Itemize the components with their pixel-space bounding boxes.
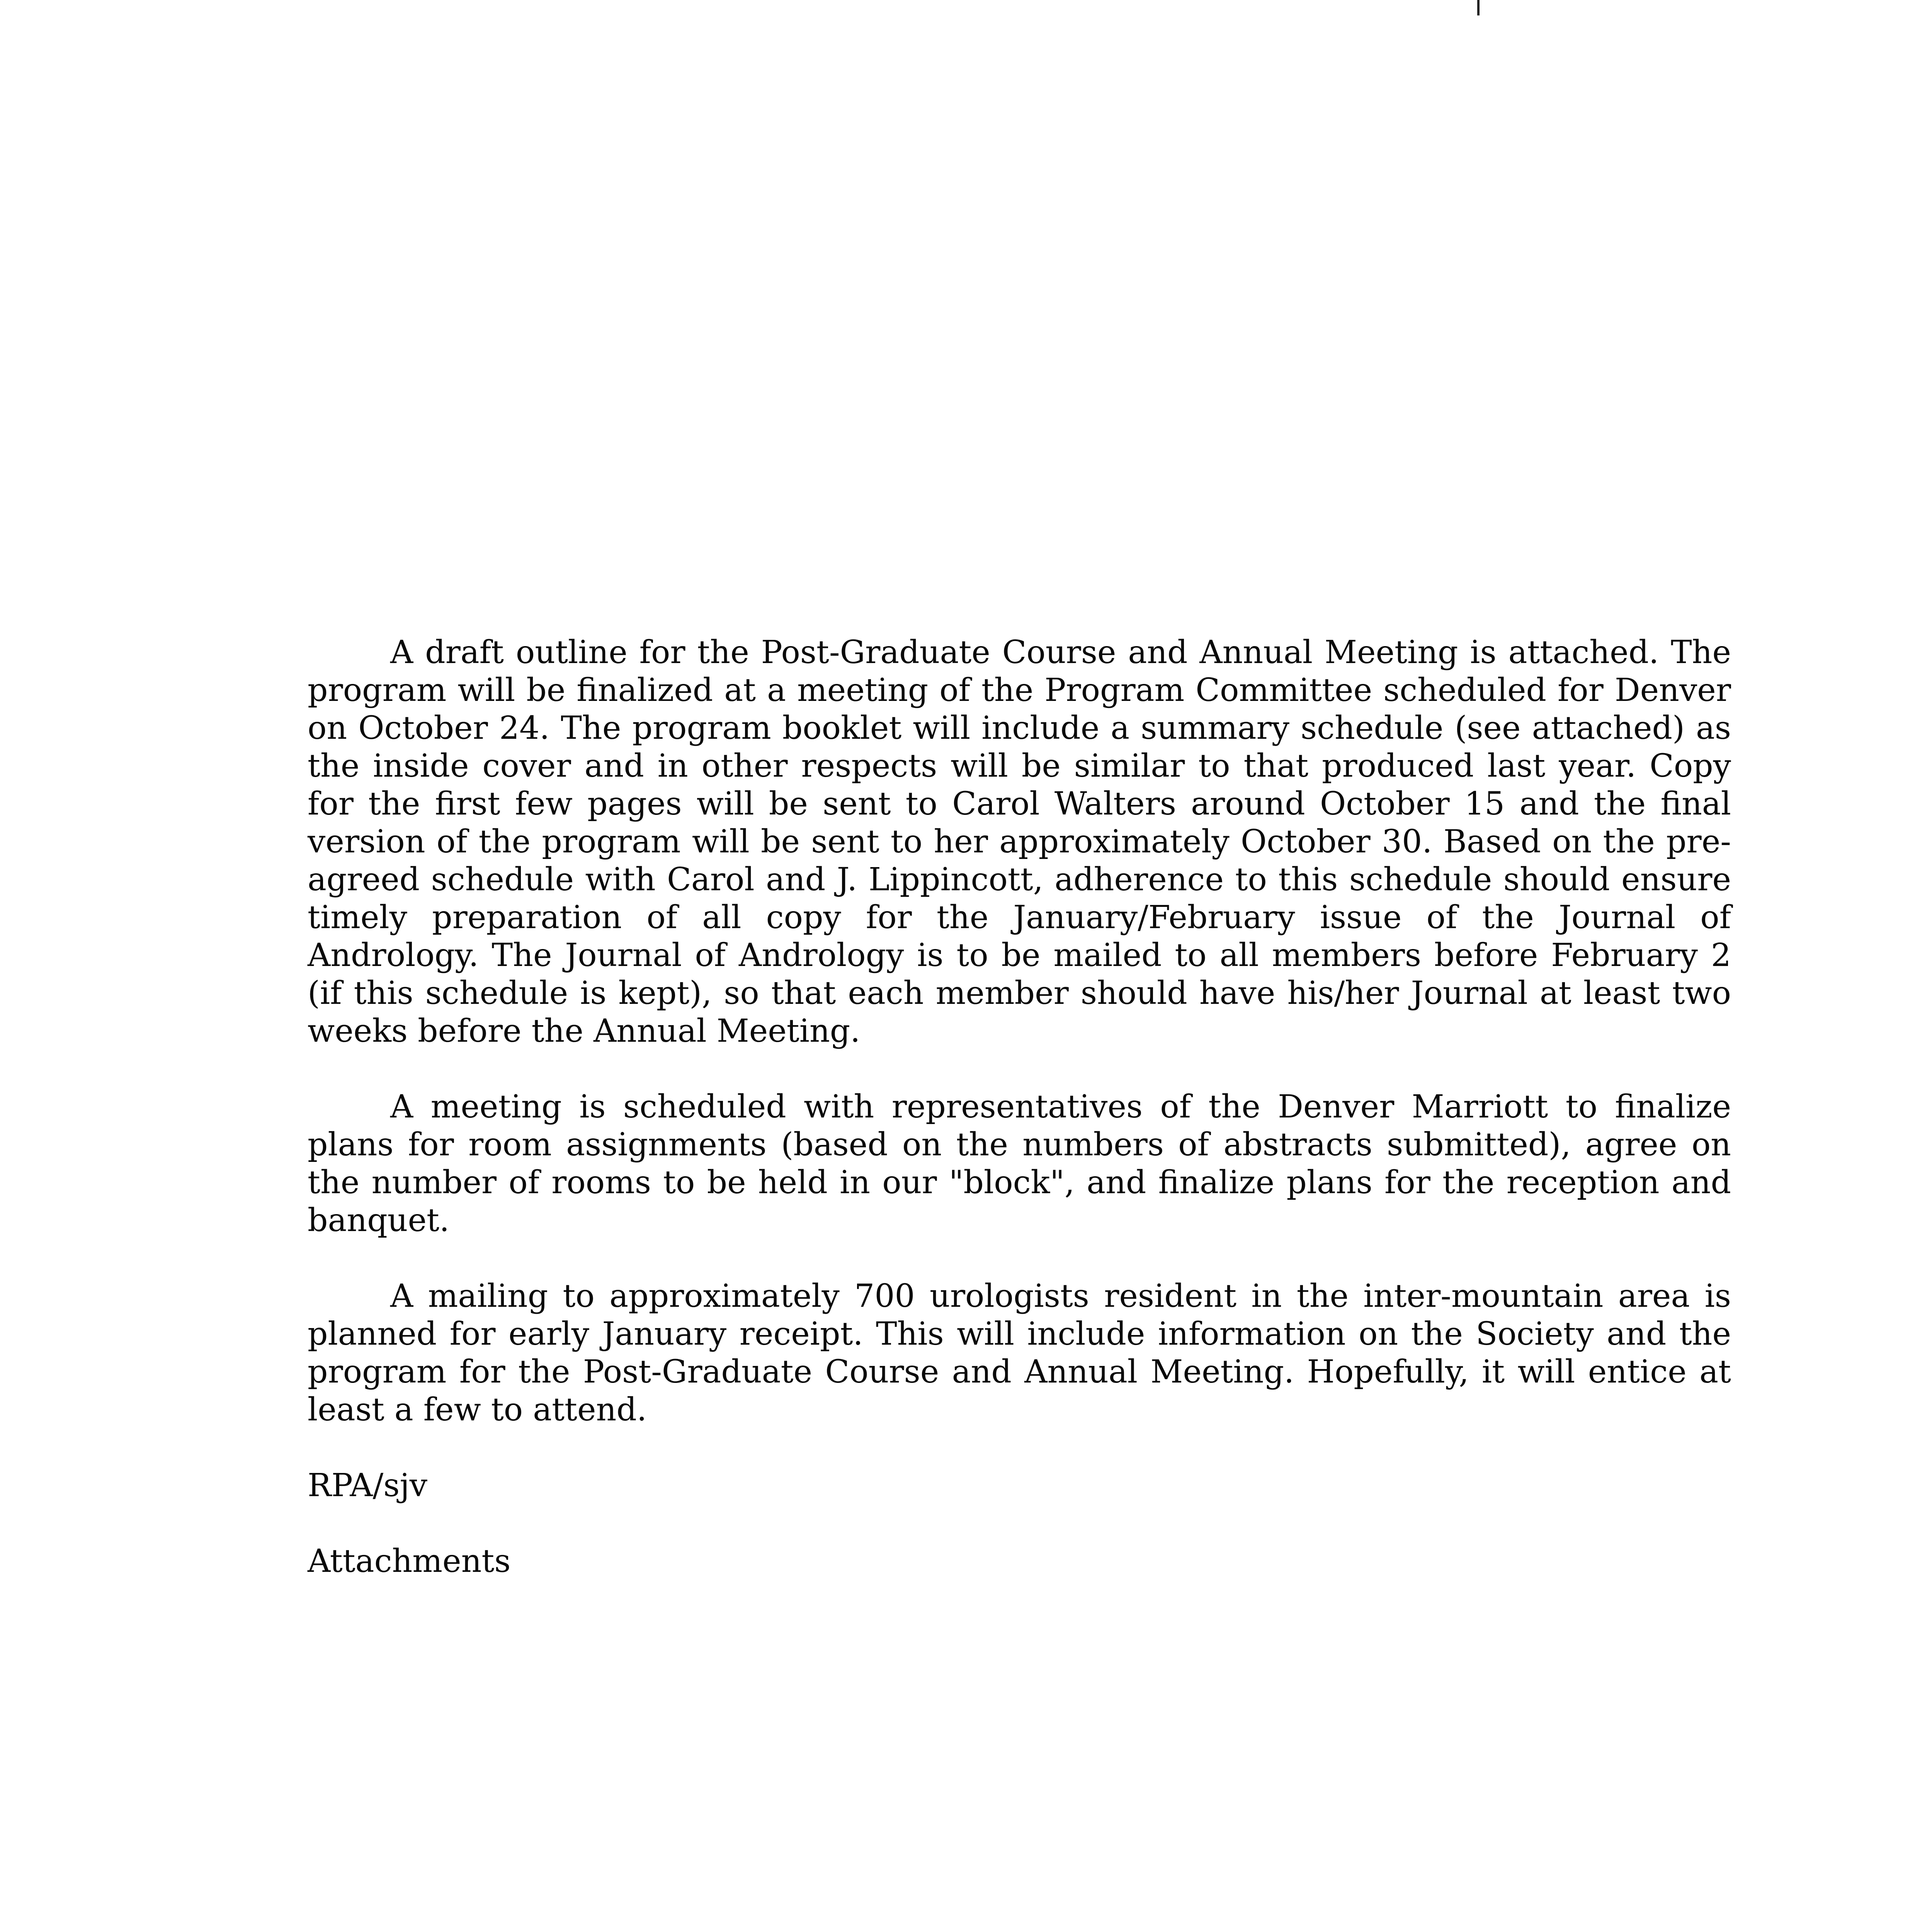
paragraph-urologist-mailing: A mailing to approximately 700 urologists resident in the inter-mountain area is planned for early January receipt. This will include information on the Society and the program for the Post-Graduate Course and Annual Meeting. Hopefully, it will entice at least a few to attend. <box>308 1278 1731 1428</box>
paragraph-marriott-meeting: A meeting is scheduled with representatives of the Denver Marriott to finalize plans for room assignments (based on the numbers of abstracts submitted), agree on the number of rooms to be held in our "block", and finalize plans for the reception and banquet. <box>308 1088 1731 1239</box>
letter-body <box>308 634 1731 1618</box>
paragraph-program-outline: A draft outline for the Post-Graduate Course and Annual Meeting is attached. The program will be finalized at a meeting of the Program Committee scheduled for Denver on October 24. The program booklet will include a summary schedule (see attached) as the inside cover and in other respects will be similar to that produced last year. Copy for the first few pages will be sent to Carol Walters around October 15 and the final version of the program will be sent to her approximately October 30. Based on the pre-agreed schedule with Carol and J. Lippincott, adherence to this schedule should ensure timely preparation of all copy for the January/February issue of the Journal of Andrology. The Journal of Andrology is to be mailed to all members before February 2 (if this schedule is kept), so that each member should have his/her Journal at least two weeks before the Annual Meeting. <box>308 634 1731 1049</box>
reference-initials: RPA/sjv <box>308 1467 428 1504</box>
enclosure-line: Attachments <box>308 1543 511 1580</box>
scan-mark <box>1477 0 1480 15</box>
